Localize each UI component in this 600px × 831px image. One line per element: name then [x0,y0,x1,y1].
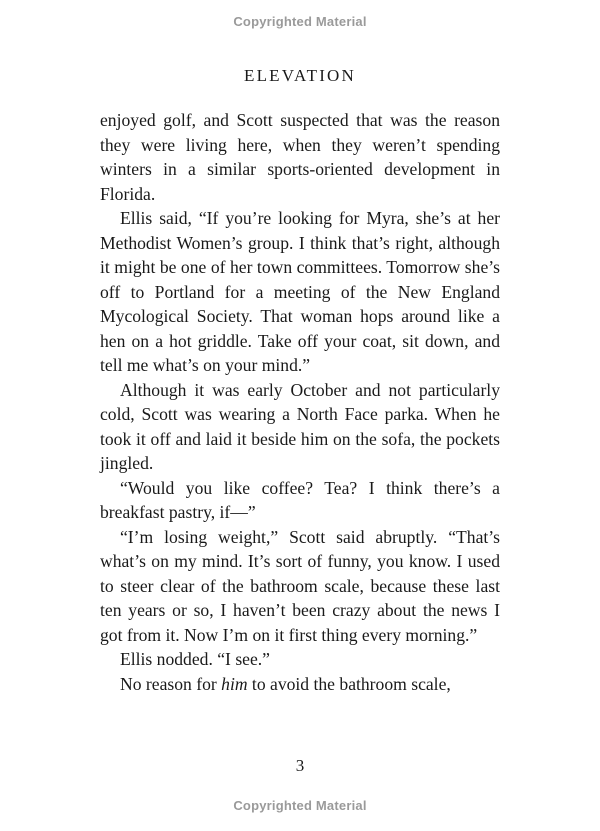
paragraph: “I’m losing weight,” Scott said abruptly. “That’s what’s on my mind. It’s sort of funny, you know. I used to steer clear of the bathroom scale, because these last ten years or so, I haven’t been crazy about the news I got from it. Now I’m on it first thing every morning.” [100,526,500,645]
text-run: No reason for [120,673,222,694]
paragraph-continued: enjoyed golf, and Scott suspected that was the reason they were living here, when they weren’t spending winters in a similar sports-oriented development in Florida. [100,110,500,204]
copyright-watermark-bottom: Copyrighted Material [233,798,367,813]
emphasis-text: him [221,673,248,694]
paragraph: Ellis said, “If you’re looking for Myra, she’s at her Methodist Women’s group. I think that’s right, although it might be one of her town committees. Tomorrow she’s off to Portland for a meeting of the New England Mycological Society. That woman hops around like a hen on a hot griddle. Take off your coat, sit down, and tell me what’s on your mind.” [100,208,500,375]
paragraph: Although it was early October and not particularly cold, Scott was wearing a North Face parka. When he took it off and laid it beside him on the sofa, the pockets jingled. [100,379,500,473]
paragraph: Ellis nodded. “I see.” [120,649,270,669]
page-body [100,108,500,696]
page-number: 3 [295,756,305,775]
running-header-title: ELEVATION [243,66,357,85]
text-run: to avoid the bathroom scale, [247,673,451,694]
copyright-watermark-top: Copyrighted Material [233,14,367,29]
paragraph-last [100,672,500,697]
paragraph: “Would you like coffee? Tea? I think there’s a breakfast pastry, if—” [100,477,500,522]
